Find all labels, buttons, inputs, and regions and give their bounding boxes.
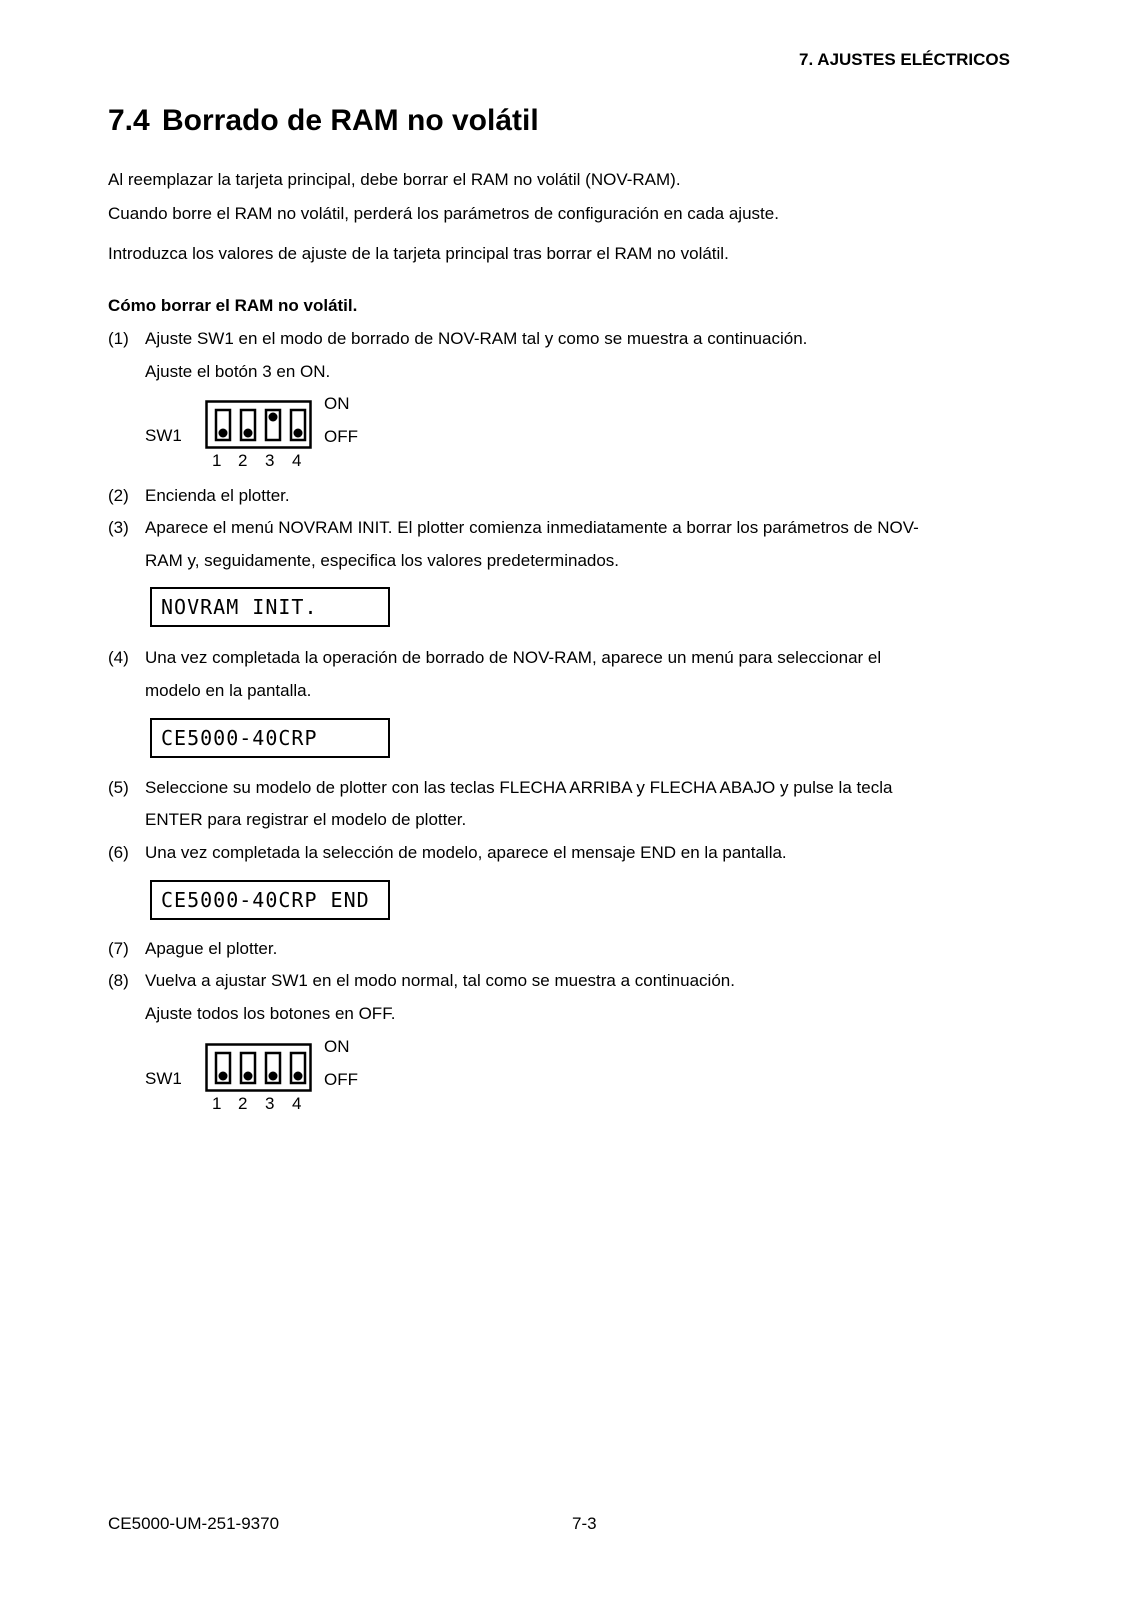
lcd-display-novram-init: NOVRAM INIT. (150, 587, 390, 627)
dip-switch-diagram-1 (205, 400, 315, 452)
step-3-line-1: Aparece el menú NOVRAM INIT. El plotter comienza inmediatamente a borrar los parámetros de NOV- (145, 518, 919, 537)
section-title (108, 104, 539, 138)
lcd-display-model-end: CE5000-40CRP END (150, 880, 390, 920)
switch-number-3: 3 (265, 1094, 275, 1113)
dip-switch-4-off (291, 1053, 305, 1083)
intro-paragraph-3: Introduzca los valores de ajuste de la tarjeta principal tras borrar el RAM no volátil. (108, 244, 729, 263)
step-5-number: (5) (108, 778, 129, 797)
step-5-line-2: ENTER para registrar el modelo de plotter. (145, 810, 467, 829)
intro-paragraph-1: Al reemplazar la tarjeta principal, debe borrar el RAM no volátil (NOV-RAM). (108, 170, 681, 189)
footer-doc-id: CE5000-UM-251-9370 (108, 1514, 280, 1533)
step-6-line-1: Una vez completada la selección de modelo, aparece el mensaje END en la pantalla. (145, 843, 787, 862)
dip-switch-3-off (266, 1053, 280, 1083)
sw1-off-label-2: OFF (324, 1070, 358, 1089)
step-7-line-1: Apague el plotter. (145, 939, 278, 958)
sw1-off-label-1: OFF (324, 427, 358, 446)
step-8-number: (8) (108, 971, 129, 990)
sw1-on-label-1: ON (324, 394, 350, 413)
sw1-label-1: SW1 (145, 426, 182, 445)
dip-switch-3-on (266, 410, 280, 440)
lcd-display-model: CE5000-40CRP (150, 718, 390, 758)
switch-number-3: 3 (265, 451, 275, 470)
step-1-line-2: Ajuste el botón 3 en ON. (145, 362, 331, 381)
step-1-line-1: Ajuste SW1 en el modo de borrado de NOV-RAM tal y como se muestra a continuación. (145, 329, 808, 348)
intro-paragraph-2: Cuando borre el RAM no volátil, perderá los parámetros de configuración en cada ajuste. (108, 204, 779, 223)
footer-page-number: 7-3 (572, 1514, 597, 1533)
section-number: 7.4 (108, 104, 150, 137)
switch-number-2: 2 (238, 451, 248, 470)
step-6-number: (6) (108, 843, 129, 862)
dip-switch-1-off (216, 410, 230, 440)
step-4-line-1: Una vez completada la operación de borrado de NOV-RAM, aparece un menú para seleccionar el (145, 648, 882, 667)
step-5-line-1: Seleccione su modelo de plotter con las teclas FLECHA ARRIBA y FLECHA ABAJO y pulse la tecla (145, 778, 893, 797)
step-3-number: (3) (108, 518, 129, 537)
dip-switch-2-off (241, 410, 255, 440)
step-2-line-1: Encienda el plotter. (145, 486, 290, 505)
step-4-line-2: modelo en la pantalla. (145, 681, 312, 700)
sw1-label-2: SW1 (145, 1069, 182, 1088)
section-title-text: Borrado de RAM no volátil (162, 104, 539, 137)
dip-switch-diagram-2 (205, 1043, 315, 1095)
switch-number-4: 4 (292, 451, 302, 470)
switch-number-1: 1 (212, 1094, 222, 1113)
step-4-number: (4) (108, 648, 129, 667)
step-8-line-2: Ajuste todos los botones en OFF. (145, 1004, 396, 1023)
step-1-number: (1) (108, 329, 129, 348)
step-3-line-2: RAM y, seguidamente, especifica los valores predeterminados. (145, 551, 620, 570)
dip-switch-2-off (241, 1053, 255, 1083)
chapter-header: 7. AJUSTES ELÉCTRICOS (799, 50, 1010, 69)
switch-number-1: 1 (212, 451, 222, 470)
switch-number-2: 2 (238, 1094, 248, 1113)
sw1-on-label-2: ON (324, 1037, 350, 1056)
step-7-number: (7) (108, 939, 129, 958)
dip-switch-1-off (216, 1053, 230, 1083)
step-2-number: (2) (108, 486, 129, 505)
step-8-line-1: Vuelva a ajustar SW1 en el modo normal, tal como se muestra a continuación. (145, 971, 735, 990)
switch-number-4: 4 (292, 1094, 302, 1113)
dip-switch-4-off (291, 410, 305, 440)
procedure-title: Cómo borrar el RAM no volátil. (108, 296, 358, 315)
